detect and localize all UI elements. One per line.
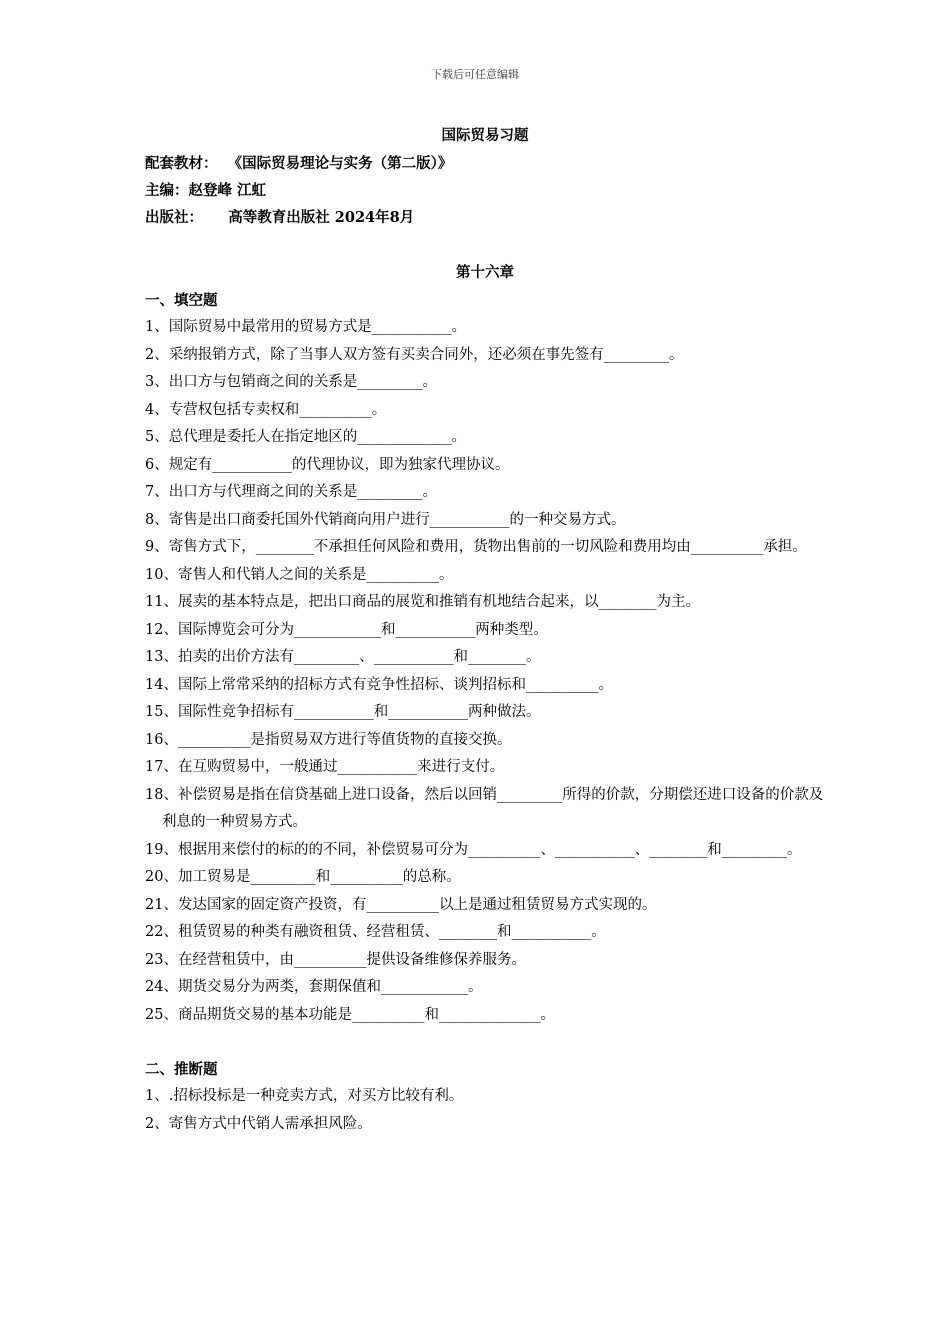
question-20: 20、加工贸易是_________和__________的总称。 (145, 869, 461, 885)
question-15: 15、国际性竞争招标有___________和___________两种做法。 (145, 704, 541, 720)
question-10: 10、寄售人和代销人之间的关系是__________。 (145, 566, 454, 583)
header-note: 下载后可任意编辑 (431, 68, 519, 81)
question-11: 11、展卖的基本特点是，把出口商品的展览和推销有机地结合起来，以________为主。 (145, 594, 700, 610)
question-17: 17、在互购贸易中，一般通过___________来进行支付。 (145, 759, 505, 775)
question-19: 19、根据用来偿付的标的的不同，补偿贸易可分为__________、___________、________和_________。 (145, 841, 802, 858)
question-12: 12、国际博览会可分为____________和___________两种类型。 (145, 621, 548, 638)
question-8: 8、寄售是出口商委托国外代销商向用户进行___________的一种交易方式。 (145, 511, 626, 528)
judgment-question-1: 1、.招标投标是一种竞卖方式，对买方比较有利。 (145, 1088, 464, 1104)
section-heading-judgment: 二、推断题 (145, 1061, 218, 1078)
document-title: 国际贸易习题 (441, 127, 529, 144)
question-6: 6、规定有___________的代理协议，即为独家代理协议。 (145, 456, 510, 473)
question-14: 14、国际上常常采纳的招标方式有竞争性招标、谈判招标和__________。 (145, 676, 613, 693)
question-16: 16、__________是指贸易双方进行等值货物的直接交换。 (145, 731, 512, 748)
question-1: 1、国际贸易中最常用的贸易方式是___________。 (145, 319, 466, 335)
textbook-line: 配套教材： 《国际贸易理论与实务（第二版）》 (145, 155, 453, 172)
question-22: 22、租赁贸易的种类有融资租赁、经营租赁、________和___________。 (145, 924, 606, 940)
question-24: 24、期货交易分为两类，套期保值和____________。 (145, 979, 483, 995)
question-13: 13、拍卖的出价方法有_________、___________和________。 (145, 649, 541, 665)
question-25: 25、商品期货交易的基本功能是__________和______________。 (145, 1006, 555, 1023)
question-21: 21、发达国家的固定资产投资，有__________以上是通过租赁贸易方式实现的。 (145, 896, 657, 913)
question-4: 4、专营权包括专卖权和__________。 (145, 401, 387, 418)
question-2: 2、采纳报销方式，除了当事人双方签有买卖合同外，还必须在事先签有_________。 (145, 346, 684, 363)
question-5: 5、总代理是委托人在指定地区的_____________。 (145, 429, 466, 445)
question-9: 9、寄售方式下，________不承担任何风险和费用，货物出售前的一切风险和费用均由__________承担。 (145, 539, 807, 555)
question-18: 18、补偿贸易是指在信贷基础上进口设备，然后以回销_________所得的价款，分期偿还进口设备的价款及利息的一种贸易方式。 (145, 786, 824, 830)
question-3: 3、出口方与包销商之间的关系是_________。 (145, 374, 437, 390)
editor-line: 主编：赵登峰 江虹 (145, 182, 267, 199)
section-heading-fill-blank: 一、填空题 (145, 292, 218, 309)
publisher-line: 出版社： 高等教育出版社 2024年8月 (145, 209, 415, 226)
judgment-question-2: 2、寄售方式中代销人需承担风险。 (145, 1115, 372, 1132)
chapter-title: 第十六章 (456, 264, 514, 281)
question-23: 23、在经营租赁中，由__________提供设备维修保养服务。 (145, 951, 526, 968)
question-7: 7、出口方与代理商之间的关系是_________。 (145, 484, 437, 500)
document-body (145, 122, 825, 1138)
